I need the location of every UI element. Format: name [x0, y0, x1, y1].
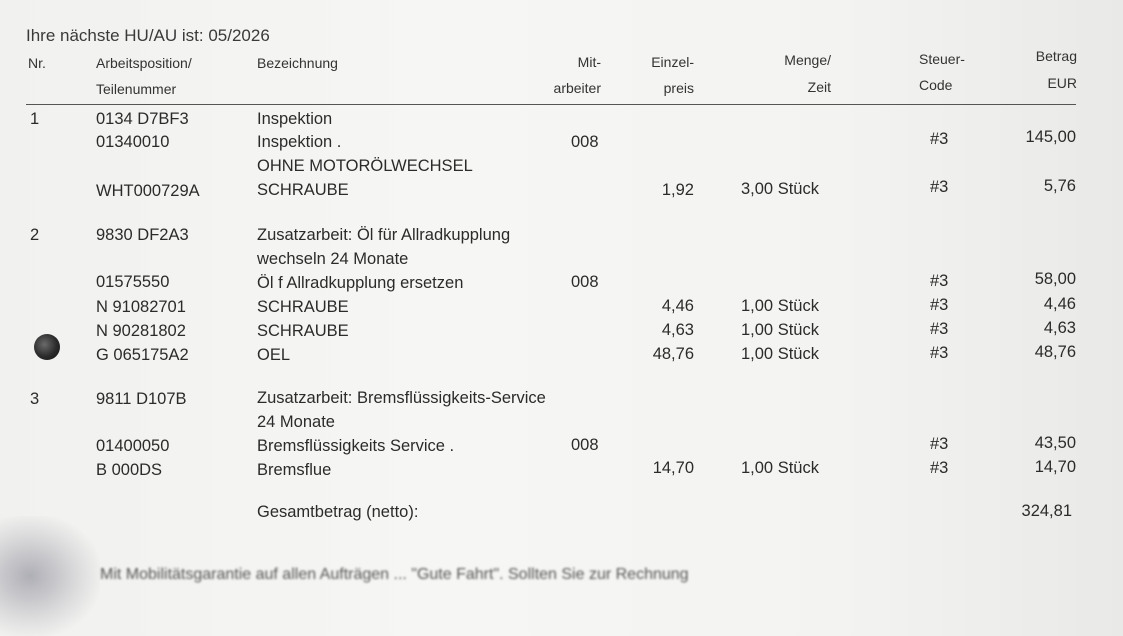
- header-part-number: Teilenummer: [96, 81, 177, 97]
- header-amount-2: EUR: [1047, 75, 1077, 91]
- tax-code: #3: [930, 435, 949, 453]
- part-number: N 90281802: [96, 322, 186, 340]
- header-tax-code-1: Steuer-: [919, 51, 965, 67]
- tax-code: #3: [930, 344, 949, 362]
- unit-price: 48,76: [652, 345, 694, 363]
- total-label: Gesamtbetrag (netto):: [257, 503, 419, 521]
- total-amount: 324,81: [1021, 502, 1072, 520]
- photo-shadow: [0, 516, 100, 636]
- footer-partial-text: Mit Mobilitätsgarantie auf allen Aufträgen ... "Gute Fahrt". Sollten Sie zur Rechnung: [100, 566, 689, 583]
- group-position: 9830 DF2A3: [96, 226, 189, 244]
- item-description: OHNE MOTORÖLWECHSEL: [257, 157, 473, 175]
- header-amount-1: Betrag: [1035, 48, 1077, 64]
- amount: 5,76: [1043, 177, 1076, 195]
- group-title: wechseln 24 Monate: [257, 250, 409, 268]
- item-description: Inspektion .: [257, 133, 342, 151]
- item-description: Bremsflue: [257, 461, 332, 479]
- tax-code: #3: [930, 130, 949, 148]
- unit-price: 1,92: [661, 181, 694, 199]
- part-number: 01400050: [96, 437, 170, 455]
- group-position: 9811 D107B: [96, 390, 187, 408]
- group-number: 2: [30, 226, 40, 244]
- quantity: 3,00 Stück: [741, 180, 819, 198]
- part-number: 01575550: [96, 273, 170, 291]
- amount: 4,63: [1043, 319, 1076, 337]
- amount: 43,50: [1034, 434, 1076, 452]
- part-number: 01340010: [96, 133, 170, 151]
- header-unit-price-1: Einzel-: [651, 54, 694, 70]
- staff-id: 008: [571, 133, 599, 151]
- quantity: 1,00 Stück: [741, 459, 819, 477]
- tax-code: #3: [930, 320, 949, 338]
- group-title: Zusatzarbeit: Öl für Allradkupplung: [257, 226, 511, 244]
- header-nr: Nr.: [28, 55, 46, 71]
- header-unit-price-2: preis: [663, 80, 694, 96]
- quantity: 1,00 Stück: [741, 297, 819, 315]
- tax-code: #3: [930, 296, 949, 314]
- amount: 4,46: [1043, 295, 1076, 313]
- group-number: 1: [30, 110, 40, 128]
- staff-id: 008: [571, 436, 599, 454]
- part-number: N 91082701: [96, 298, 186, 316]
- item-description: Bremsflüssigkeits Service .: [257, 437, 455, 455]
- tax-code: #3: [930, 459, 949, 477]
- header-quantity-1: Menge/: [784, 52, 831, 68]
- item-description: OEL: [257, 346, 291, 364]
- amount: 58,00: [1034, 270, 1076, 288]
- part-number: WHT000729A: [96, 182, 200, 200]
- group-title: 24 Monate: [257, 413, 335, 431]
- tax-code: #3: [930, 272, 949, 290]
- group-position: 0134 D7BF3: [96, 110, 189, 128]
- tax-code: #3: [930, 178, 949, 196]
- quantity: 1,00 Stück: [741, 345, 819, 363]
- group-title: Zusatzarbeit: Bremsflüssigkeits-Service: [257, 389, 546, 407]
- quantity: 1,00 Stück: [741, 321, 819, 339]
- header-tax-code-2: Code: [919, 77, 953, 93]
- header-position: Arbeitsposition/: [96, 55, 192, 71]
- header-divider: [26, 104, 1076, 105]
- staff-id: 008: [571, 273, 599, 291]
- group-number: 3: [30, 390, 40, 408]
- punch-hole-mark: [34, 334, 60, 360]
- unit-price: 4,46: [661, 297, 694, 315]
- hu-notice: Ihre nächste HU/AU ist: 05/2026: [26, 26, 270, 45]
- item-description: SCHRAUBE: [257, 322, 349, 340]
- item-description: SCHRAUBE: [257, 181, 349, 199]
- item-description: Öl f Allradkupplung ersetzen: [257, 274, 464, 292]
- part-number: B 000DS: [96, 461, 163, 479]
- header-staff-2: arbeiter: [553, 80, 601, 96]
- amount: 48,76: [1034, 343, 1076, 361]
- header-description: Bezeichnung: [257, 55, 338, 71]
- header-staff-1: Mit-: [577, 54, 601, 70]
- amount: 145,00: [1025, 128, 1076, 146]
- unit-price: 14,70: [652, 459, 694, 477]
- part-number: G 065175A2: [96, 346, 189, 364]
- amount: 14,70: [1034, 458, 1076, 476]
- unit-price: 4,63: [661, 321, 694, 339]
- group-title: Inspektion: [257, 110, 333, 128]
- item-description: SCHRAUBE: [257, 298, 349, 316]
- header-quantity-2: Zeit: [807, 79, 831, 95]
